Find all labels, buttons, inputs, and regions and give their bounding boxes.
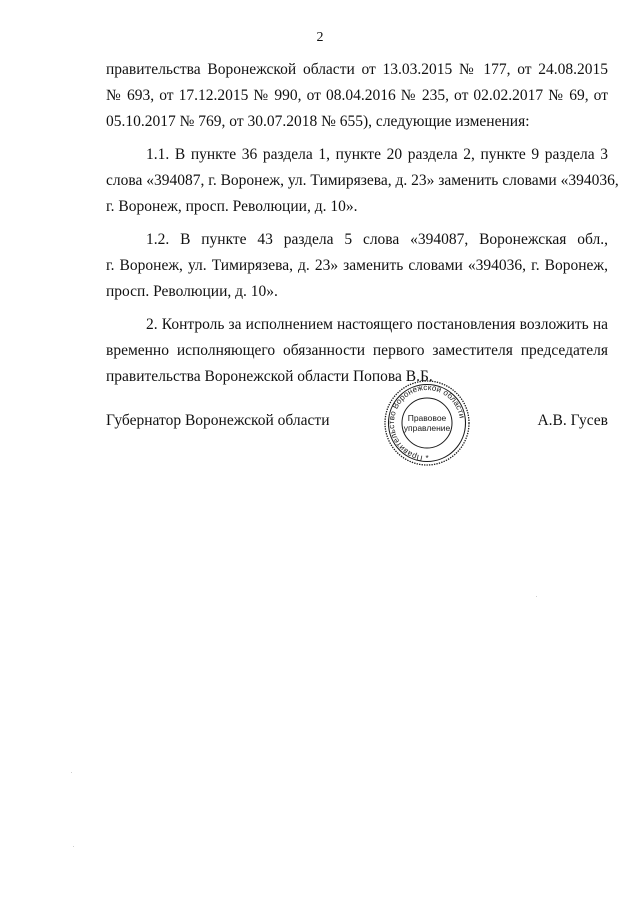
paragraph-1-2-line: просп. Революции, д. 10». — [106, 283, 278, 300]
scan-speck — [73, 846, 74, 847]
intro-line: 05.10.2017 № 769, от 30.07.2018 № 655), следующие изменения: — [106, 113, 530, 130]
official-stamp — [378, 378, 476, 468]
stamp-center-line-1: Правовое — [407, 413, 447, 423]
paragraph-2-line: временно исполняющего обязанности первого заместителя председателя — [106, 342, 608, 359]
intro-line: правительства Воронежской области от 13.03.2015 № 177, от 24.08.2015 — [106, 61, 608, 78]
paragraph-1-1-line: слова «394087, г. Воронеж, ул. Тимирязева, д. 23» заменить словами «394036, — [106, 172, 619, 189]
scan-speck — [71, 772, 72, 773]
paragraph-2-line: 2. Контроль за исполнением настоящего постановления возложить на — [146, 316, 608, 333]
paragraph-1-2-line: 1.2. В пункте 43 раздела 5 слова «394087, Воронежская обл., — [146, 231, 608, 248]
stamp-star-icon: * — [425, 454, 429, 463]
signatory-name: А.В. Гусев — [537, 412, 608, 429]
stamp-center-line-2: управление — [403, 423, 451, 433]
scan-speck — [536, 596, 537, 597]
page-number: 2 — [316, 30, 324, 45]
intro-line: № 693, от 17.12.2015 № 990, от 08.04.2016 № 235, от 02.02.2017 № 69, от — [106, 87, 608, 104]
stamp-ring-text: Правительство Воронежской области — [386, 382, 467, 463]
paragraph-1-1-line: 1.1. В пункте 36 раздела 1, пункте 20 раздела 2, пункте 9 раздела 3 — [146, 146, 608, 163]
paragraph-1-2-line: г. Воронеж, ул. Тимирязева, д. 23» заменить словами «394036, г. Воронеж, — [106, 257, 608, 274]
paragraph-1-1-line: г. Воронеж, просп. Революции, д. 10». — [106, 198, 358, 215]
signatory-title: Губернатор Воронежской области — [106, 412, 330, 429]
paragraph-2-line: правительства Воронежской области Попова В.Б. — [106, 368, 433, 385]
document-body — [106, 57, 619, 390]
